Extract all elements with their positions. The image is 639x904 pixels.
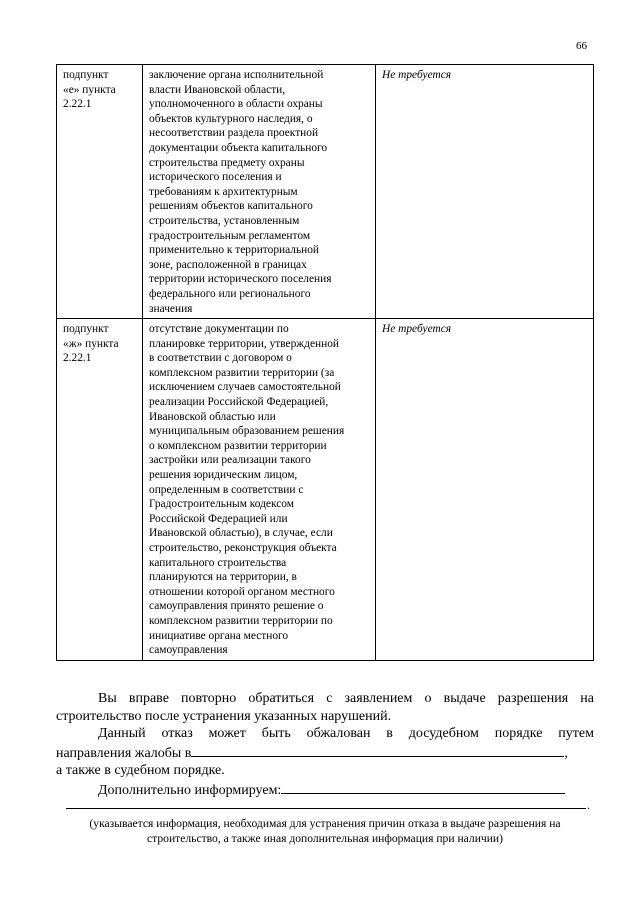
reapply-word: разрешения — [497, 691, 569, 706]
reference-line: «е» пункта — [63, 83, 116, 96]
description-line: власти Ивановской области, — [149, 83, 286, 96]
reference-line: «ж» пункта — [63, 337, 119, 350]
page-number: 66 — [576, 40, 587, 52]
appeal-word: путем — [558, 726, 594, 741]
description-line: Ивановской областью), в случае, если — [149, 527, 333, 540]
table-row — [57, 319, 594, 661]
info-footnote — [56, 816, 594, 846]
description-line: отношении которой органом местного — [149, 585, 335, 598]
description-line: самоуправления — [149, 644, 228, 657]
info-blank — [281, 780, 565, 794]
description-line: муниципальным образованием решения — [149, 425, 345, 438]
description-line: Российской Федерацией или — [149, 512, 288, 525]
description-line: строительства предмету охраны — [149, 156, 305, 169]
description-line: исключением случаев самостоятельной — [149, 381, 341, 394]
description-line: требованиям к архитектурным — [149, 185, 298, 198]
description-line: Градостроительным кодексом — [149, 498, 294, 511]
description-line: самоуправления принято решение о — [149, 600, 324, 613]
row-ground-description — [143, 319, 376, 661]
description-line: решениям объектов капитального — [149, 200, 313, 213]
row-status: Не требуется — [376, 65, 594, 319]
reference-line: подпункт — [63, 323, 109, 336]
paragraph-appeal-line-3: а также в судебном порядке. — [56, 763, 225, 778]
reapply-word: Вы — [98, 691, 117, 706]
reference-line: подпункт — [63, 69, 109, 81]
description-line: применительно к территориальной — [149, 244, 320, 257]
appeal-word: быть — [261, 726, 291, 741]
refusal-grounds-table — [56, 64, 594, 661]
description-line: градостроительным регламентом — [149, 229, 311, 242]
reapply-word: заявлением — [344, 691, 413, 706]
footnote-line-2: строительство, а также иная дополнительная информация при наличии) — [147, 832, 503, 845]
row-status: Не требуется — [376, 319, 594, 661]
paragraph-reapply-line-1 — [56, 690, 594, 708]
description-line: документации объекта капитального — [149, 141, 328, 154]
description-line: федерального или регионального — [149, 287, 311, 300]
description-line: территории исторического поселения — [149, 273, 332, 286]
description-line: о комплексном развитии территории — [149, 439, 327, 452]
appeal-text-end: , — [564, 745, 568, 761]
description-line: отсутствие документации по — [149, 323, 289, 336]
description-line: строительства, установленным — [149, 214, 300, 227]
reapply-word: повторно — [181, 691, 237, 706]
reapply-word: о — [424, 691, 432, 706]
description-line: объектов культурного наследия, о — [149, 112, 313, 125]
description-line: определенным в соответствии с — [149, 483, 304, 496]
row-reference — [57, 319, 143, 661]
paragraph-appeal-line-1 — [56, 725, 594, 743]
appeal-word: Данный — [98, 726, 146, 741]
appeal-word: досудебном — [408, 726, 479, 741]
appeal-text-start: направления жалобы в — [56, 745, 192, 761]
appeal-word: отказ — [161, 726, 193, 741]
document-body — [56, 690, 594, 799]
reapply-word: обратиться — [248, 691, 315, 706]
reapply-word: на — [580, 691, 594, 706]
reference-line: 2.22.1 — [63, 98, 92, 111]
table-row — [57, 65, 594, 319]
info-blank-end: . — [587, 798, 590, 812]
description-line: в соответствии с договором о — [149, 352, 292, 365]
reference-line: 2.22.1 — [63, 352, 92, 365]
row-ground-description — [143, 65, 376, 319]
description-line: зоне, расположенной в границах — [149, 258, 307, 271]
description-line: несоответствии раздела проектной — [149, 127, 319, 140]
description-line: реализации Российской Федерацией, — [149, 396, 329, 409]
description-line: уполномоченного в области охраны — [149, 98, 323, 111]
description-line: планировке территории, утвержденной — [149, 337, 340, 350]
description-line: комплексном развитии территории (за — [149, 366, 335, 379]
appeal-word: в — [386, 726, 393, 741]
description-line: комплексном развитии территории по — [149, 614, 333, 627]
paragraph-info-line — [56, 780, 594, 800]
reapply-word: выдаче — [443, 691, 486, 706]
paragraph-appeal-line-2 — [56, 743, 594, 763]
description-line: значения — [149, 302, 193, 315]
description-line: Ивановской областью или — [149, 410, 276, 423]
reapply-word: с — [326, 691, 333, 706]
footnote-line-1: (указывается информация, необходимая для устранения причин отказа в выдаче разрешения на — [89, 817, 561, 830]
description-line: капитального строительства — [149, 556, 287, 569]
info-label: Дополнительно информируем: — [98, 782, 282, 798]
description-line: решения юридическим лицом, — [149, 469, 298, 482]
appeal-word: обжалован — [306, 726, 371, 741]
description-line: застройки или реализации такого — [149, 454, 311, 467]
description-line: инициативе органа местного — [149, 629, 289, 642]
appeal-word: может — [208, 726, 246, 741]
appeal-word: порядке — [494, 726, 543, 741]
paragraph-reapply-line-2: строительство после устранения указанных нарушений. — [56, 708, 392, 724]
reapply-word: вправе — [128, 691, 169, 706]
info-blank-line-2 — [66, 808, 586, 809]
description-line: строительство, реконструкция объекта — [149, 542, 337, 554]
description-line: планируются на территории, в — [149, 571, 297, 584]
row-reference — [57, 65, 143, 319]
appeal-authority-blank — [191, 743, 564, 757]
description-line: заключение органа исполнительной — [149, 69, 324, 81]
description-line: исторического поселения и — [149, 171, 282, 184]
